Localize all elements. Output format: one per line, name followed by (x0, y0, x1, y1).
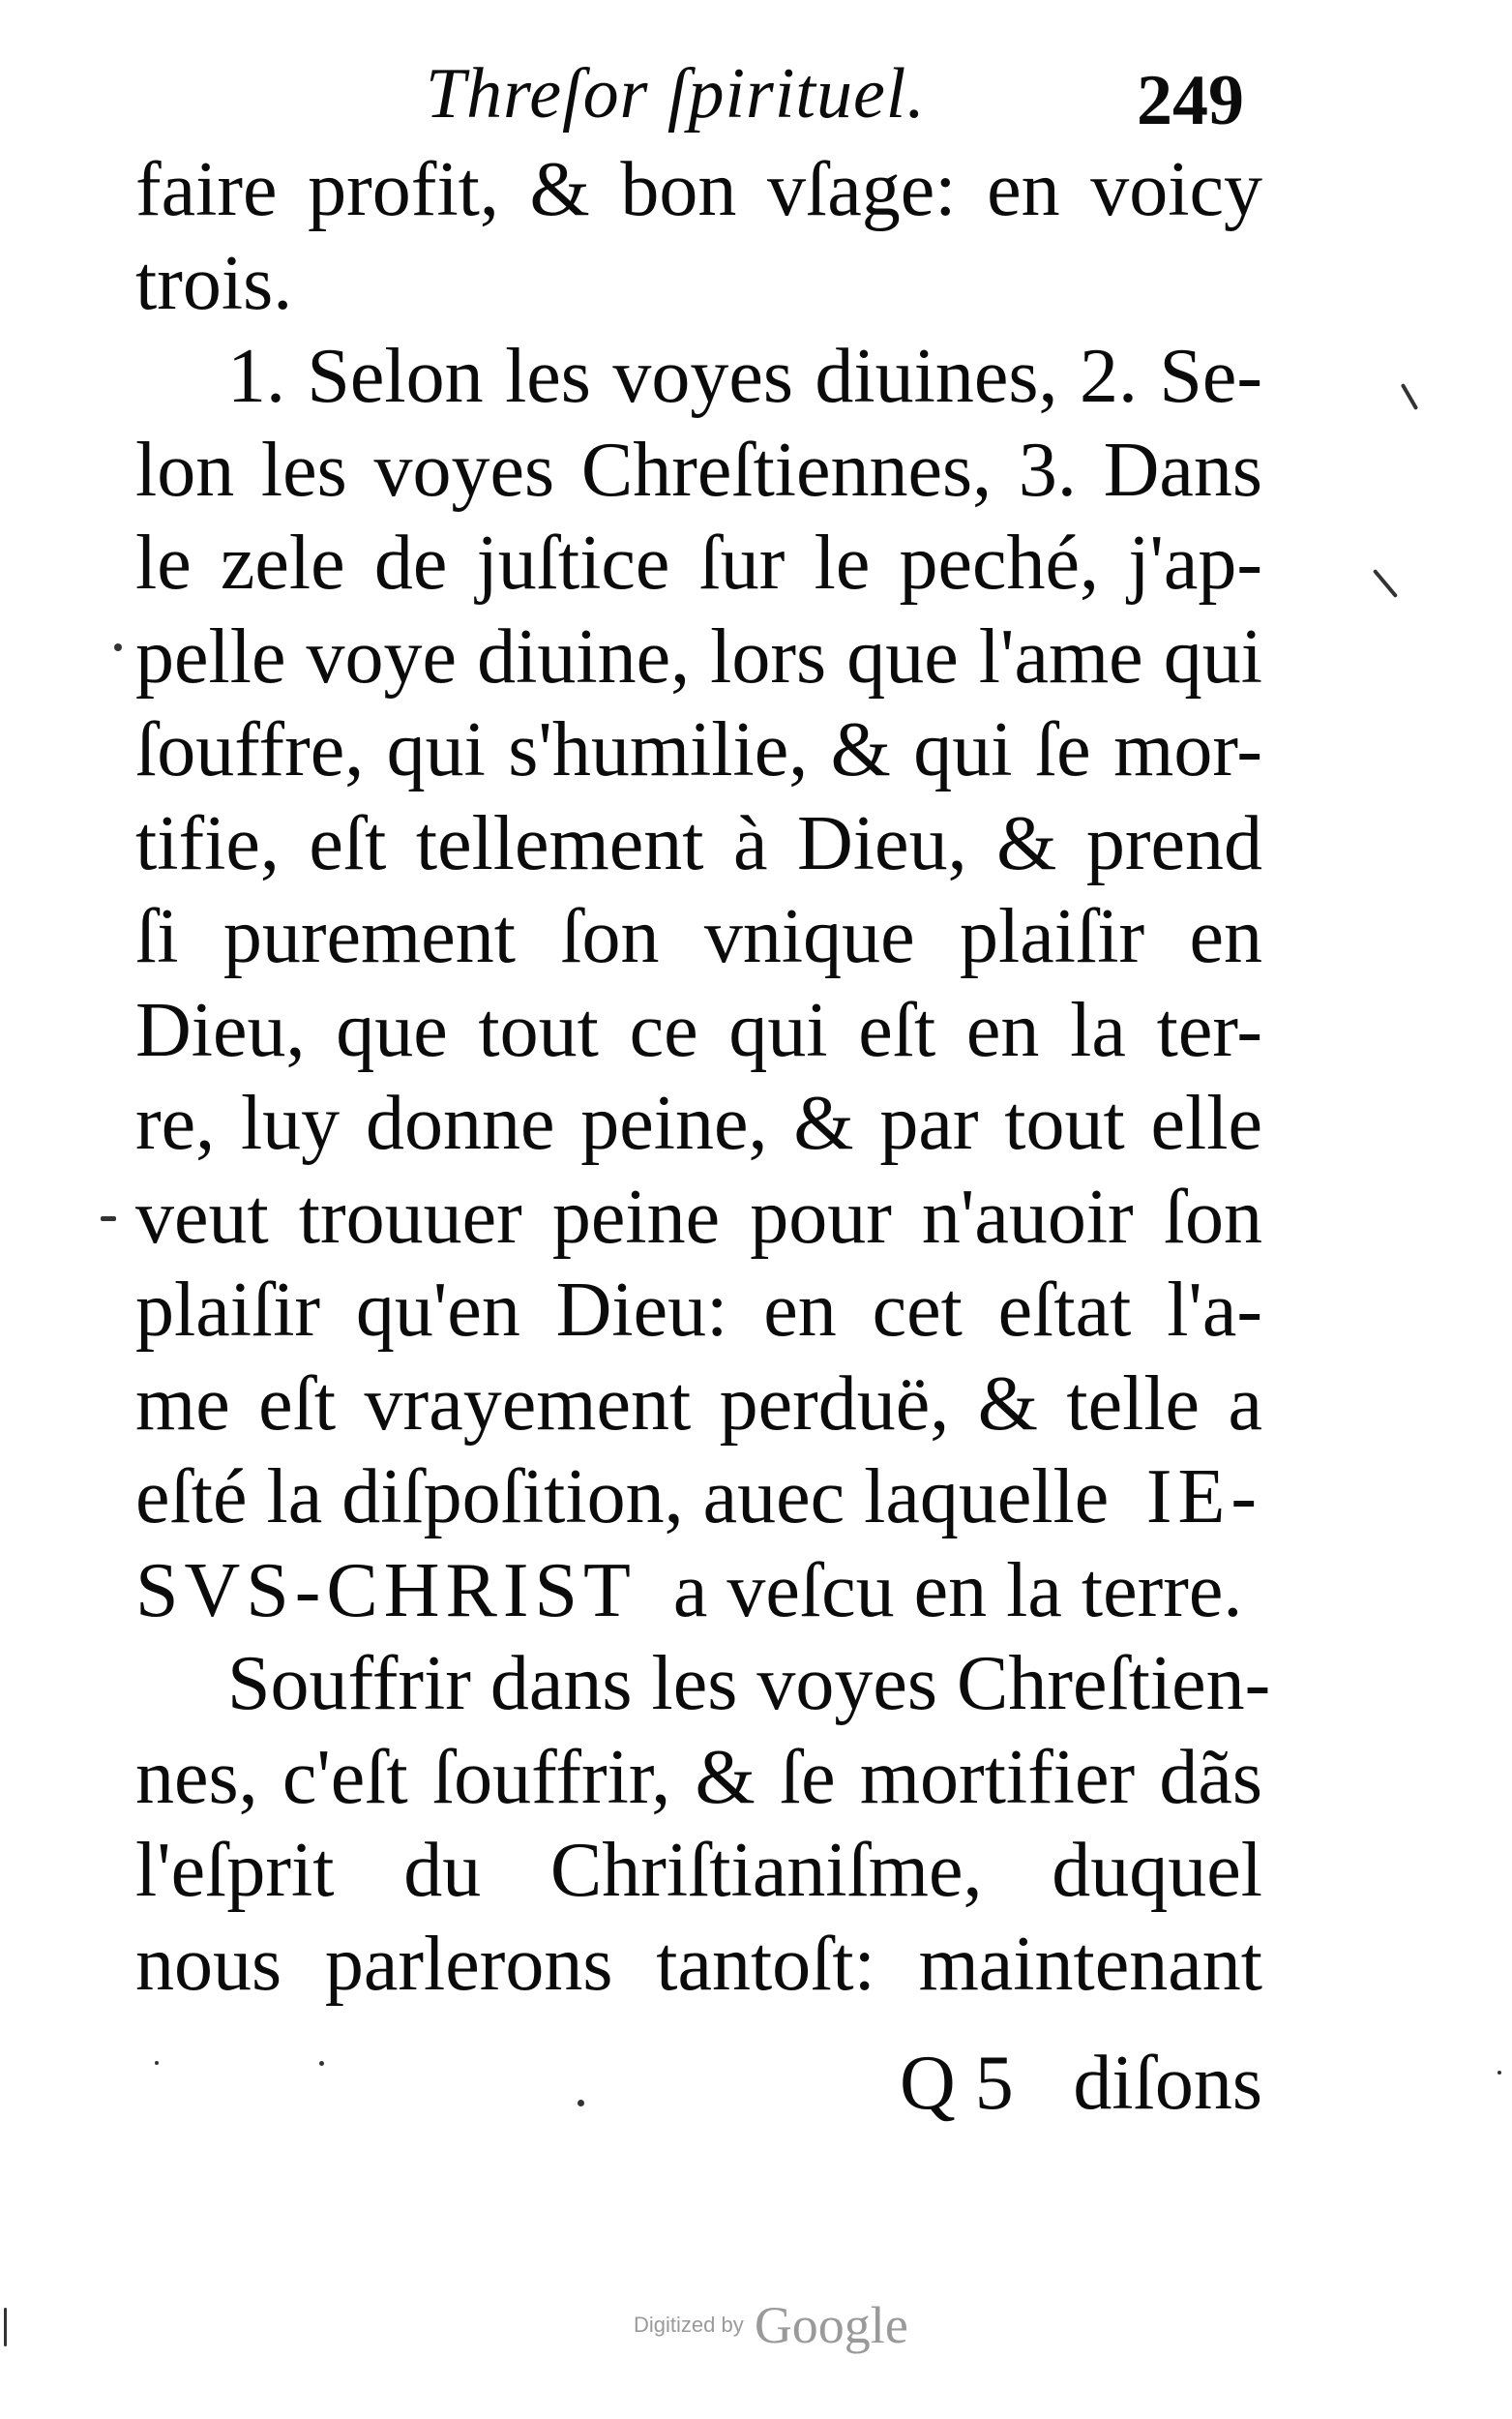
text-line-16-main: a veſcu en la terre. (672, 1547, 1243, 1633)
watermark-prefix: Digitized by (634, 2313, 744, 2337)
text-line-5: le zele de juſtice ſur le peché, j'ap- (135, 521, 1262, 606)
ink-speck (1401, 383, 1418, 410)
ink-speck (1497, 2071, 1501, 2075)
running-title: Threſor ſpirituel. (426, 54, 926, 134)
ink-speck (4, 2308, 7, 2346)
text-line-13: plaiſir qu'en Dieu: en cet eſtat l'a- (135, 1268, 1262, 1353)
text-line-10: Dieu, que tout ce qui eſt en la ter- (135, 987, 1262, 1073)
text-line-12: veut trouuer peine pour n'auoir ſon (135, 1174, 1262, 1260)
text-line-1: faire profit, & bon vſage: en voicy (135, 147, 1262, 232)
ink-speck (578, 2100, 584, 2106)
text-line-15 (135, 1450, 1262, 1544)
ink-speck (1373, 569, 1398, 598)
watermark-brand: Google (754, 2296, 908, 2354)
text-line-2: trois. (135, 240, 293, 326)
text-line-8: tifie, eſt tellement à Dieu, & prend (135, 800, 1262, 886)
text-line-7: ſouffre, qui s'humilie, & qui ſe mor- (135, 707, 1262, 792)
text-line-11: re, luy donne peine, & par tout elle (135, 1081, 1262, 1166)
text-line-18: nes, c'eſt ſouffrir, & ſe mortifier dãs (135, 1734, 1262, 1820)
name-jesus-part1: IE- (1145, 1454, 1262, 1539)
text-line-14: me eſt vrayement perduë, & telle a (135, 1360, 1262, 1447)
body-text (135, 143, 1271, 2011)
ink-speck (114, 643, 122, 651)
text-line-9: ſi purement ſon vnique plaiſir en (135, 894, 1262, 979)
digitized-by-google-watermark (634, 2295, 908, 2355)
text-line-4: lon les voyes Chreſtiennes, 3. Dans (135, 427, 1262, 513)
signature-mark: Q 5 (900, 2041, 1014, 2126)
text-line-15-main: eſté la diſpoſition, auec laquelle (135, 1454, 1110, 1539)
ink-speck (155, 2061, 159, 2065)
text-line-16 (135, 1544, 1262, 1638)
text-line-19: l'eſprit du Chriſtianiſme, duquel (135, 1828, 1262, 1913)
text-line-20: nous parlerons tantoſt: maintenant (135, 1921, 1262, 2007)
page-number: 249 (1137, 61, 1244, 140)
text-line-17: Souffrir dans les voyes Chreſtien- (227, 1641, 1271, 1726)
text-line-6: pelle voye diuine, lors que l'ame qui (135, 613, 1262, 700)
text-line-3: 1. Selon les voyes diuines, 2. Se- (227, 334, 1262, 419)
ink-speck (101, 1216, 116, 1221)
name-jesus-part2: SVS-CHRIST (135, 1547, 637, 1633)
catch-line (135, 2040, 1262, 2133)
ink-speck (319, 2061, 324, 2066)
catchword: diſons (1073, 2041, 1262, 2126)
